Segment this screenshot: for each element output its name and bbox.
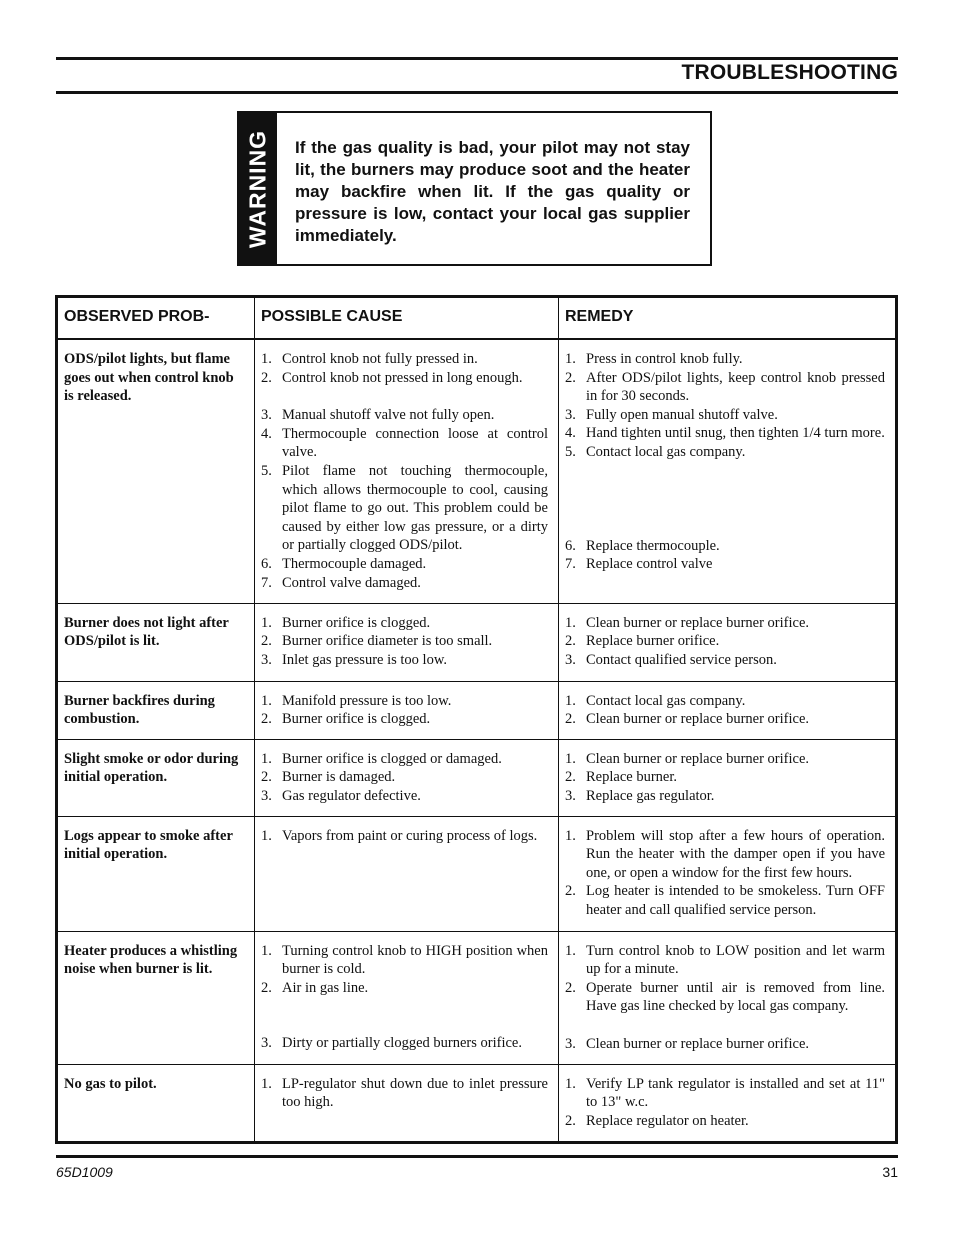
item-text: Manual shutoff valve not fully open. [282,407,495,424]
item-text: Clean burner or replace burner orifice. [586,614,810,631]
item-text: Burner orifice is clogged. [282,711,431,728]
possible-cause-cell [255,931,559,1064]
section-title: TROUBLESHOOTING [681,61,898,84]
remedy-cell [559,681,897,739]
item-text: Contact qualified service person. [586,651,777,668]
item-number: 7. [261,574,272,591]
page-number: 31 [882,1164,898,1180]
remedy-list [565,1075,885,1131]
item-number: 1. [261,614,272,631]
item-number: 1. [261,942,272,959]
item-text: Control knob not fully pressed in. [282,351,478,367]
item-number: 2. [261,979,272,996]
item-text: Fully open manual shutoff valve. [586,406,778,423]
item-text: Hand tighten until snug, then tighten 1/4 turn more. [586,425,885,442]
item-number: 1. [565,827,576,844]
cause-item [261,1075,548,1112]
title-rule [56,91,898,94]
item-text: Clean burner or replace burner orifice. [586,711,810,728]
item-text: Burner orifice is clogged. [282,614,431,631]
item-number: 2. [261,711,272,728]
table-row [57,931,897,1064]
item-number: 2. [565,369,576,386]
item-number: 1. [565,1075,576,1092]
remedy-item [565,942,885,979]
item-text: Control valve damaged. [282,574,421,591]
remedy-item [565,750,885,769]
item-text: Contact local gas company. [586,692,746,709]
item-number: 2. [565,769,576,786]
warning-label: WARNING [244,129,271,248]
possible-cause-cell [255,816,559,931]
remedy-item [565,979,885,1016]
cause-item [261,787,548,806]
item-text: Replace control valve [586,556,713,573]
cause-list [261,942,548,1053]
remedy-item [565,443,885,462]
item-number: 3. [261,407,272,424]
item-text: Manifold pressure is too low. [282,692,452,709]
item-number: 2. [261,369,272,386]
item-text: Operate burner until air is removed from line. Have gas line checked by local gas company. [586,979,885,1015]
warning-box [237,111,712,266]
item-number: 5. [261,462,272,479]
observed-problem-cell: Burner does not light after ODS/pilot is lit. [57,603,255,681]
cause-item [261,651,548,670]
cause-list [261,614,548,670]
item-text: Vapors from paint or curing process of logs. [282,827,538,844]
item-text: Thermocouple connection loose at control valve. [282,425,548,461]
remedy-item [565,424,885,443]
remedy-item [565,406,885,425]
item-number: 3. [261,1035,272,1052]
item-number: 6. [565,537,576,554]
remedy-item [565,827,885,883]
warning-text: If the gas quality is bad, your pilot may not stay lit, the burners may produce soot and the heater may backfire when lit. If the gas quality or pressure is low, contact your local gas supplier immediately. [295,138,690,245]
remedy-cell [559,603,897,681]
cause-item [261,425,548,462]
document-code: 65D1009 [56,1164,113,1180]
cause-list [261,750,548,806]
remedy-item [565,768,885,787]
item-number: 6. [261,555,272,572]
item-number: 1. [565,351,576,367]
item-number: 1. [565,942,576,959]
remedy-list [565,750,885,806]
table-header-row [57,297,897,340]
item-text: Turning control knob to HIGH position when burner is cold. [282,942,548,978]
cause-item [261,942,548,979]
item-text: Contact local gas company. [586,443,746,460]
cause-item [261,1034,548,1053]
item-number: 2. [261,769,272,786]
cause-item [261,710,548,729]
possible-cause-cell [255,339,559,603]
item-number: 3. [565,406,576,423]
item-text: Burner is damaged. [282,769,396,786]
remedy-list [565,942,885,1054]
top-rule [56,57,898,60]
cause-item [261,555,548,574]
item-number: 3. [565,1036,576,1053]
cause-item [261,406,548,425]
remedy-item [565,651,885,670]
remedy-list [565,350,885,574]
cause-item [261,369,548,388]
remedy-item [565,1075,885,1112]
item-text: Verify LP tank regulator is installed and set at 11" to 13" w.c. [586,1075,885,1111]
table-row [57,603,897,681]
remedy-item [565,537,885,556]
cause-item [261,768,548,787]
item-number: 1. [261,827,272,844]
remedy-item [565,1035,885,1054]
item-text: After ODS/pilot lights, keep control knob pressed in for 30 seconds. [586,369,885,405]
observed-problem-cell: ODS/pilot lights, but flame goes out when control knob is released. [57,339,255,603]
remedy-cell [559,1064,897,1142]
item-text: Problem will stop after a few hours of operation. Run the heater with the damper open if you have one, or open a window for the first few hours. [586,827,885,881]
remedy-item [565,692,885,711]
remedy-item [565,710,885,729]
item-text: Burner orifice diameter is too small. [282,633,493,650]
table-row [57,816,897,931]
bottom-rule [56,1155,898,1158]
remedy-item [565,555,885,574]
remedy-item [565,882,885,919]
item-number: 1. [565,750,576,767]
observed-problem-cell: Heater produces a whistling noise when burner is lit. [57,931,255,1064]
possible-cause-cell [255,681,559,739]
item-number: 2. [565,979,576,996]
item-text: Gas regulator defective. [282,787,421,804]
cause-item [261,827,548,846]
header-remedy: REMEDY [559,297,897,340]
item-number: 1. [261,351,272,367]
possible-cause-cell [255,603,559,681]
cause-list [261,1075,548,1112]
item-text: LP-regulator shut down due to inlet pressure too high. [282,1075,548,1111]
table-body [57,339,897,1142]
remedy-list [565,827,885,920]
observed-problem-cell: No gas to pilot. [57,1064,255,1142]
item-text: Replace burner orifice. [586,633,720,650]
cause-item [261,350,548,369]
remedy-item [565,787,885,806]
item-text: Replace regulator on heater. [586,1112,749,1129]
item-number: 3. [261,651,272,668]
item-text: Dirty or partially clogged burners orifice. [282,1035,522,1052]
remedy-cell [559,931,897,1064]
item-number: 3. [565,787,576,804]
cause-item [261,750,548,769]
item-number: 2. [565,633,576,650]
observed-problem-cell: Burner backfires during combustion. [57,681,255,739]
item-text: Pilot flame not touching thermocouple, which allows thermocouple to cool, causing pilot flame to go out. This problem could be caused by either low gas pressure, or a dirty or partially clogged ODS/pilot. [282,462,548,554]
item-text: Clean burner or replace burner orifice. [586,750,810,767]
remedy-list [565,692,885,729]
item-text: Inlet gas pressure is too low. [282,651,447,668]
item-text: Replace thermocouple. [586,537,720,554]
header-possible-cause: POSSIBLE CAUSE [255,297,559,340]
remedy-item [565,350,885,369]
item-number: 1. [565,614,576,631]
remedy-item [565,632,885,651]
remedy-cell [559,339,897,603]
possible-cause-cell [255,739,559,816]
cause-item [261,979,548,998]
item-number: 1. [261,750,272,767]
item-text: Press in control knob fully. [586,351,743,367]
cause-item [261,614,548,633]
table-row [57,681,897,739]
item-text: Turn control knob to LOW position and let warm up for a minute. [586,942,885,978]
remedy-cell [559,739,897,816]
item-number: 2. [565,1112,576,1129]
table-row [57,339,897,603]
item-number: 4. [565,425,576,442]
troubleshooting-table [55,295,898,1144]
item-number: 3. [261,787,272,804]
remedy-item [565,1112,885,1131]
item-text: Replace burner. [586,769,677,786]
item-number: 5. [565,443,576,460]
table-row [57,739,897,816]
item-text: Log heater is intended to be smokeless. Turn OFF heater and call qualified service person. [586,883,885,919]
cause-item [261,462,548,555]
item-number: 1. [565,692,576,709]
item-text: Air in gas line. [282,979,369,996]
item-number: 3. [565,651,576,668]
item-text: Burner orifice is clogged or damaged. [282,750,502,767]
item-number: 2. [565,883,576,900]
item-text: Clean burner or replace burner orifice. [586,1036,810,1053]
warning-label-band [239,113,277,264]
remedy-cell [559,816,897,931]
cause-item [261,632,548,651]
possible-cause-cell [255,1064,559,1142]
table-row [57,1064,897,1142]
item-number: 1. [261,692,272,709]
item-number: 4. [261,425,272,442]
item-number: 1. [261,1075,272,1092]
remedy-list [565,614,885,670]
remedy-item [565,614,885,633]
remedy-item [565,369,885,406]
cause-list [261,692,548,729]
item-text: Control knob not pressed in long enough. [282,369,523,386]
cause-list [261,827,548,846]
item-number: 2. [565,711,576,728]
cause-list [261,350,548,592]
observed-problem-cell: Logs appear to smoke after initial operation. [57,816,255,931]
observed-problem-cell: Slight smoke or odor during initial operation. [57,739,255,816]
item-number: 7. [565,556,576,573]
item-text: Thermocouple damaged. [282,555,427,572]
cause-item [261,692,548,711]
header-observed-problem: OBSERVED PROB- [57,297,255,340]
item-number: 2. [261,633,272,650]
cause-item [261,574,548,593]
item-text: Replace gas regulator. [586,787,715,804]
